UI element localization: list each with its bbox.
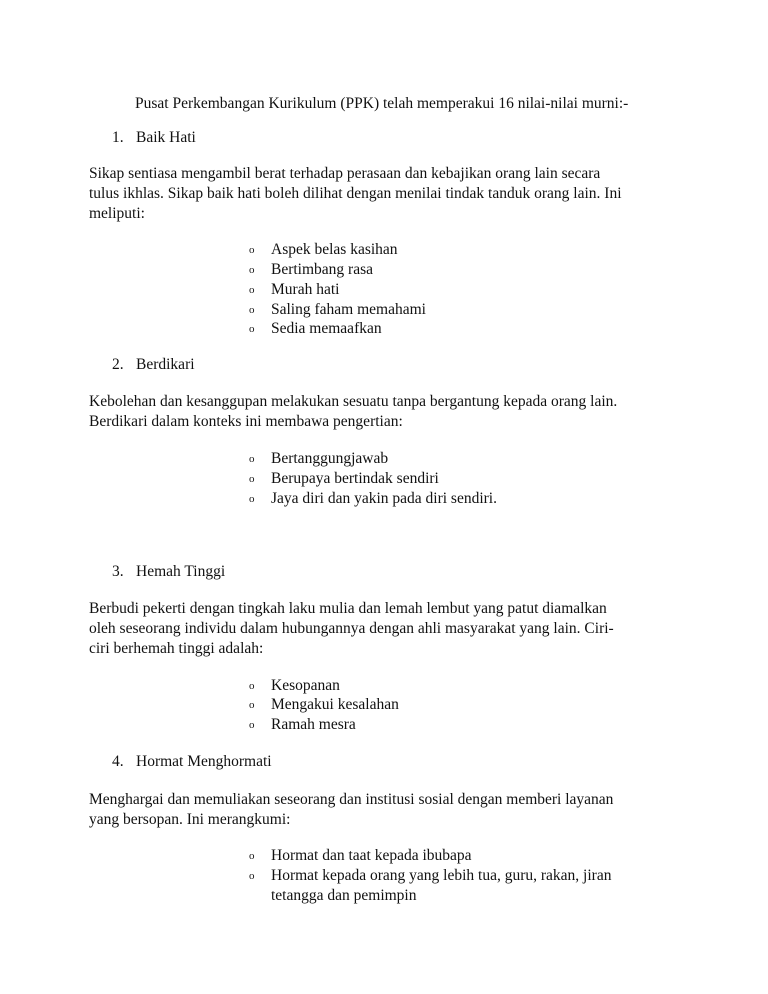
section-number: 3. bbox=[112, 563, 124, 580]
intro-text: Pusat Perkembangan Kurikulum (PPK) telah memperakui 16 nilai-nilai murni:- bbox=[135, 95, 629, 112]
section-number: 1. bbox=[112, 129, 124, 146]
paragraph-line: meliputi: bbox=[89, 205, 145, 222]
bullet-icon: o bbox=[249, 870, 255, 882]
list-item: o Mengakui kesalahan bbox=[249, 696, 399, 713]
bullet-icon: o bbox=[249, 699, 255, 711]
bullet-list-berdikari bbox=[249, 449, 497, 509]
bullet-icon: o bbox=[249, 264, 255, 276]
bullet-icon: o bbox=[249, 493, 255, 505]
bullet-list-hemah-tinggi bbox=[249, 676, 399, 735]
paragraph-line: Berbudi pekerti dengan tingkah laku mulia dan lemah lembut yang patut diamalkan bbox=[89, 600, 607, 617]
paragraph-line: Kebolehan dan kesanggupan melakukan sesuatu tanpa bergantung kepada orang lain. bbox=[89, 393, 618, 410]
bullet-icon: o bbox=[249, 719, 255, 731]
list-item: o Berupaya bertindak sendiri bbox=[249, 470, 439, 487]
list-item: o Bertimbang rasa bbox=[249, 261, 374, 278]
list-item: o Hormat kepada orang yang lebih tua, guru, rakan, jiran tetangga dan pemimpin bbox=[249, 867, 612, 904]
paragraph-line: Sikap sentiasa mengambil berat terhadap perasaan dan kebajikan orang lain secara bbox=[89, 165, 601, 182]
section-title: Hormat Menghormati bbox=[136, 753, 272, 770]
bullet-list-hormat-menghormati bbox=[249, 846, 611, 906]
list-item: o Aspek belas kasihan bbox=[249, 241, 398, 258]
list-item: o Sedia memaafkan bbox=[249, 320, 382, 337]
bullet-icon: o bbox=[249, 453, 255, 465]
paragraph-line: tulus ikhlas. Sikap baik hati boleh dilihat dengan menilai tindak tanduk orang lain. Ini bbox=[89, 185, 622, 202]
section-title: Hemah Tinggi bbox=[136, 563, 226, 580]
bullet-icon: o bbox=[249, 284, 255, 296]
bullet-icon: o bbox=[249, 473, 255, 485]
bullet-list-baik-hati bbox=[249, 240, 426, 338]
bullet-icon: o bbox=[249, 304, 255, 316]
paragraph-line: Berdikari dalam konteks ini membawa pengertian: bbox=[89, 413, 403, 430]
section-paragraph-baik-hati bbox=[89, 164, 681, 224]
paragraph-line: oleh seseorang individu dalam hubungannya dengan ahli masyarakat yang lain. Ciri- bbox=[89, 620, 614, 637]
section-title: Baik Hati bbox=[136, 129, 196, 146]
section-paragraph-berdikari bbox=[89, 392, 681, 432]
bullet-icon: o bbox=[249, 850, 255, 862]
section-paragraph-hemah-tinggi bbox=[89, 599, 681, 659]
list-item: o Hormat dan taat kepada ibubapa bbox=[249, 847, 472, 864]
section-number: 4. bbox=[112, 753, 124, 770]
section-number: 2. bbox=[112, 356, 124, 373]
list-item: o Saling faham memahami bbox=[249, 301, 426, 318]
bullet-icon: o bbox=[249, 323, 255, 335]
bullet-icon: o bbox=[249, 244, 255, 256]
paragraph-line: yang bersopan. Ini merangkumi: bbox=[89, 811, 291, 828]
list-item: o Jaya diri dan yakin pada diri sendiri. bbox=[249, 490, 497, 507]
section-heading-hemah-tinggi bbox=[112, 562, 225, 582]
list-item: o Kesopanan bbox=[249, 677, 340, 694]
section-title: Berdikari bbox=[136, 356, 195, 373]
section-paragraph-hormat-menghormati bbox=[89, 790, 681, 830]
section-heading-hormat-menghormati bbox=[112, 752, 272, 772]
list-item-continuation: tetangga dan pemimpin bbox=[271, 887, 417, 904]
section-heading-baik-hati bbox=[112, 128, 196, 148]
list-item: o Bertanggungjawab bbox=[249, 450, 389, 467]
section-heading-berdikari bbox=[112, 355, 195, 375]
paragraph-line: ciri berhemah tinggi adalah: bbox=[89, 640, 264, 657]
list-item: o Ramah mesra bbox=[249, 716, 356, 733]
list-item: o Murah hati bbox=[249, 281, 340, 298]
bullet-icon: o bbox=[249, 680, 255, 692]
paragraph-line: Menghargai dan memuliakan seseorang dan institusi sosial dengan memberi layanan bbox=[89, 791, 614, 808]
